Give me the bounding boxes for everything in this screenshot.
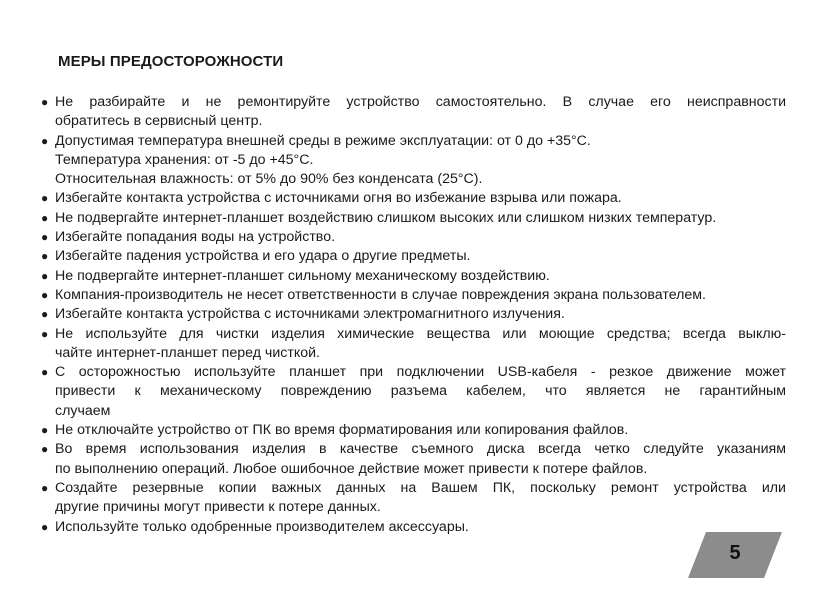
list-item xyxy=(41,286,786,305)
bullet-icon: ● xyxy=(41,210,49,225)
bullet-icon: ● xyxy=(41,95,49,109)
list-item-text: Создайте резервные копии важных данных на Вашем ПК, поскольку ремонт устройства или xyxy=(55,479,786,496)
list-item xyxy=(41,363,786,421)
list-item-text: Не отключайте устройство от ПК во время форматирования или копирования файлов. xyxy=(55,422,629,439)
list-item xyxy=(41,189,786,208)
list-item-text: Избегайте контакта устройства с источниками электромагнитного излучения. xyxy=(55,306,565,323)
list-item-text: обратитесь в сервисный центр. xyxy=(55,113,263,130)
list-item-text: Используйте только одобренные производителем аксессуары. xyxy=(55,518,469,535)
list-item-text: Не разбирайте и не ремонтируйте устройство самостоятельно. В случае его неисправности xyxy=(55,94,786,110)
list-item xyxy=(41,518,786,537)
page-title: МЕРЫ ПРЕДОСТОРОЖНОСТИ xyxy=(58,53,284,70)
list-item-text: Не подвергайте интернет-планшет воздействию слишком высоких или слишком низких температур. xyxy=(55,209,717,226)
list-item-text: Избегайте падения устройства и его удара о другие предметы. xyxy=(55,248,471,265)
page-number: 5 xyxy=(729,542,741,564)
bullet-icon: ● xyxy=(41,442,49,457)
list-item-text: Допустимая температура внешней среды в режиме эксплуатации: от 0 до +35°C. xyxy=(55,132,591,149)
list-item-text: Относительная влажность: от 5% до 90% без конденсата (25°C). xyxy=(55,171,483,188)
list-item-text: Компания-производитель не несет ответственности в случае повреждения экрана пользователем. xyxy=(55,286,706,303)
bullet-icon: ● xyxy=(41,287,49,302)
bullet-icon: ● xyxy=(41,133,49,148)
list-item-text: Избегайте контакта устройства с источниками огня во избежание взрыва или пожара. xyxy=(55,190,622,207)
list-item xyxy=(41,421,786,440)
list-item-text: привести к механическому повреждению разъема кабелем, что является не гарантийным xyxy=(55,383,786,400)
bullet-icon: ● xyxy=(41,249,49,264)
bullet-icon: ● xyxy=(41,480,49,495)
bullet-icon: ● xyxy=(41,365,49,380)
list-item xyxy=(41,247,786,266)
page-number-tab xyxy=(688,532,782,578)
list-item-text: Не используйте для чистки изделия химические вещества или моющие средства; всегда выклю- xyxy=(55,325,786,342)
list-item-text: Избегайте попадания воды на устройство. xyxy=(55,229,336,246)
bullet-icon: ● xyxy=(41,268,49,283)
list-item-text: Температура хранения: от -5 до +45°C. xyxy=(55,151,314,168)
list-item xyxy=(41,228,786,247)
list-item xyxy=(41,267,786,286)
list-item-text: Не подвергайте интернет-планшет сильному механическому воздействию. xyxy=(55,267,550,284)
bullet-icon: ● xyxy=(41,326,49,341)
list-item xyxy=(41,440,786,479)
precautions-list xyxy=(41,93,786,537)
bullet-icon: ● xyxy=(41,519,49,534)
list-item xyxy=(41,209,786,228)
list-item xyxy=(41,325,786,364)
list-item-text: случаем xyxy=(55,402,111,419)
list-item-text: Во время использования изделия в качестве съемного диска всегда четко следуйте указаниям xyxy=(55,441,786,458)
bullet-icon: ● xyxy=(41,307,49,322)
bullet-icon: ● xyxy=(41,423,49,438)
list-item xyxy=(41,93,786,132)
list-item-text: чайте интернет-планшет перед чисткой. xyxy=(55,344,320,361)
list-item-text: по выполнению операций. Любое ошибочное действие может привести к потере файлов. xyxy=(55,460,648,477)
bullet-icon: ● xyxy=(41,191,49,206)
list-item xyxy=(41,132,786,190)
bullet-icon: ● xyxy=(41,230,49,245)
list-item xyxy=(41,305,786,324)
list-item xyxy=(41,479,786,518)
list-item-text: С осторожностью используйте планшет при подключении USB-кабеля - резкое движение может xyxy=(55,364,786,381)
list-item-text: другие причины могут привести к потере данных. xyxy=(55,499,381,516)
